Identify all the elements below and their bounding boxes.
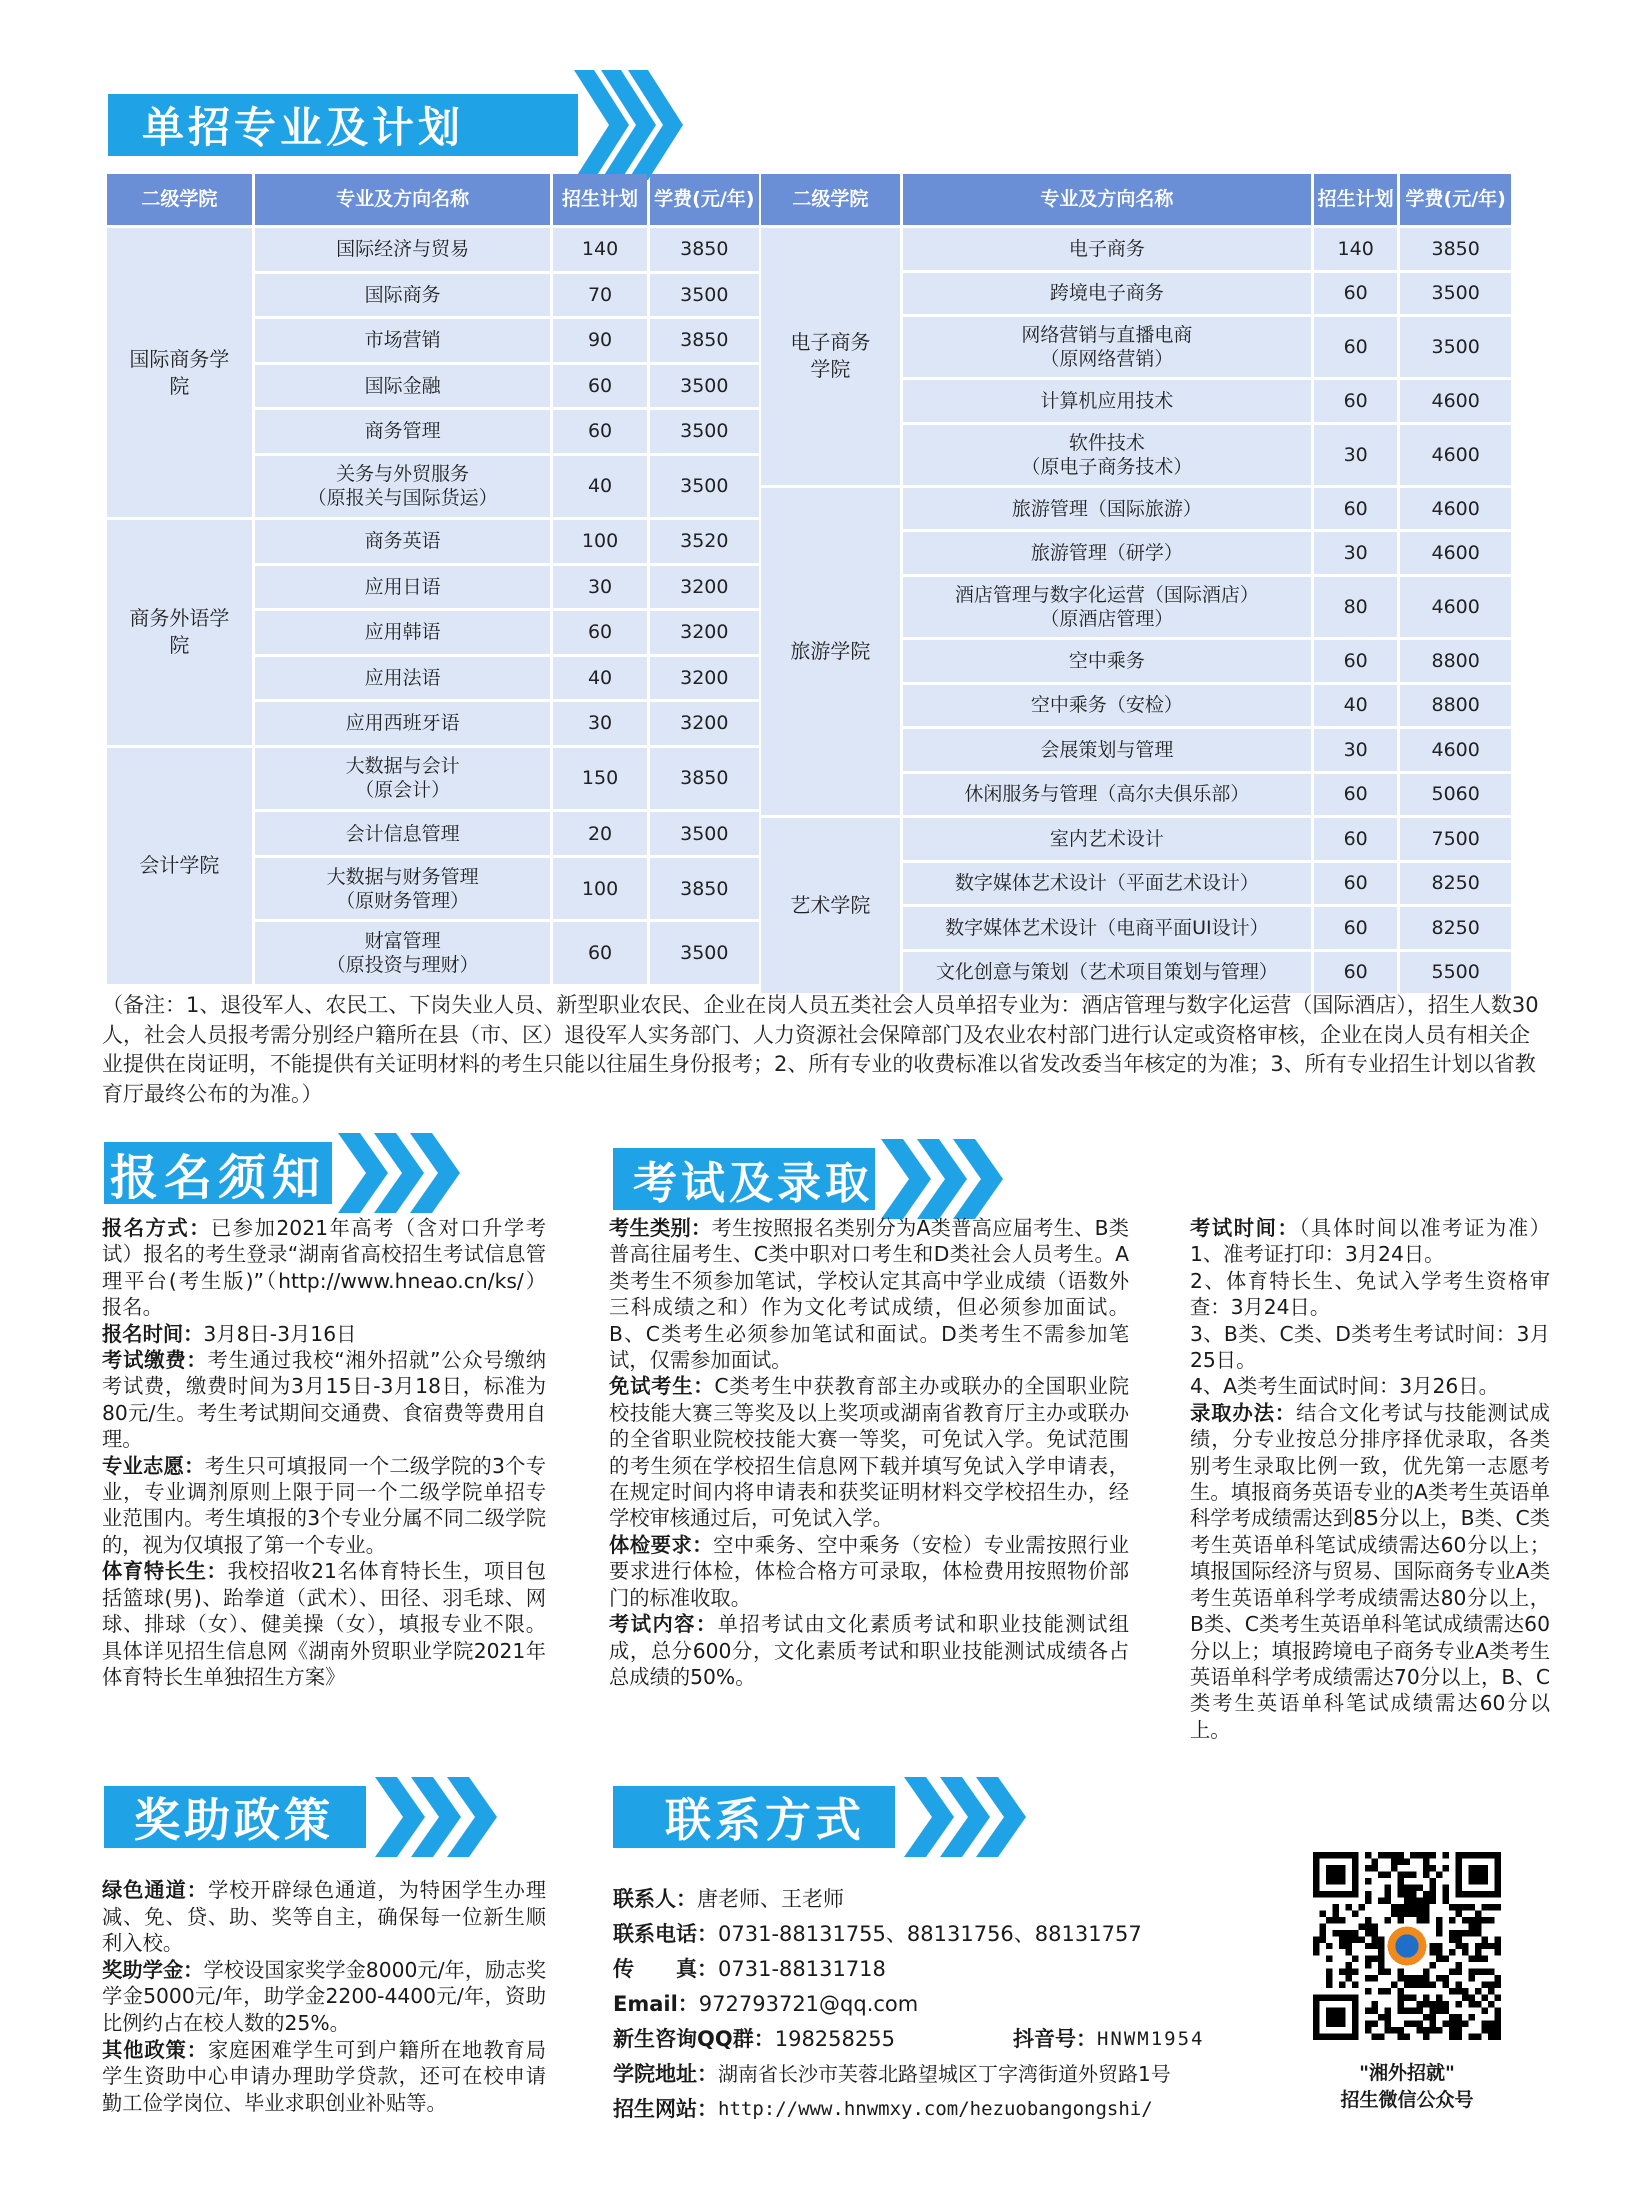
wechat-qr-code <box>1313 1852 1501 2040</box>
contact-qq-label: 新生咨询QQ群： <box>613 2027 775 2051</box>
quota-cell: 60 <box>553 410 646 453</box>
quota-cell: 150 <box>553 748 646 810</box>
major-name: 跨境电子商务 <box>1049 282 1164 305</box>
quota-cell: 60 <box>1314 640 1397 682</box>
major-name: 应用西班牙语 <box>345 712 460 735</box>
major-name: 数字媒体艺术设计（平面艺术设计） <box>954 872 1259 895</box>
major-former-name: （原报关与国际货运） <box>307 487 498 510</box>
major-cell <box>255 748 551 810</box>
major-name: 应用韩语 <box>364 621 441 644</box>
remark-note: （备注：1、退役军人、农民工、下岗失业人员、新型职业农民、企业在岗人员五类社会人员单招专业为：酒店管理与数字化运营（国际酒店），招生人数30人，社会人员报考需分别经户籍所在县（市、区）退役军人实务部门、人力资源社会保障部门及农业农村部门进行认定或资格审核，企业在岗人员有相关企业提供在岗证明，不能提供有关证明材料的考生只能以往届生身份报考；2、所有专业的收费标准以省发改委当年核定的为准；3、所有专业招生计划以省教育厅最终公布的为准。） <box>102 993 1539 1106</box>
paragraph <box>1190 1400 1550 1743</box>
th-major: 专业及方向名称 <box>255 174 551 225</box>
banner-signup-title: 报名须知 <box>104 1142 332 1204</box>
quota-cell: 60 <box>553 611 646 654</box>
quota-cell: 60 <box>1314 818 1397 860</box>
college-cell: 艺术学院 <box>761 818 900 993</box>
major-cell <box>255 702 551 745</box>
fee-cell: 3850 <box>650 858 759 920</box>
contact-address-value: 湖南省长沙市芙蓉北路望城区丁字湾街道外贸路1号 <box>718 2062 1171 2086</box>
contact-fax <box>613 1952 1204 1987</box>
major-cell <box>903 685 1311 727</box>
paragraph-text: 单招考试由文化素质考试和职业技能测试组成，总分600分，文化素质考试和职业技能测试成绩各占总成绩的50%。 <box>609 1612 1129 1689</box>
fee-cell: 3200 <box>650 657 759 700</box>
college-cell: 旅游学院 <box>761 488 900 815</box>
fee-cell: 4600 <box>1400 425 1511 485</box>
major-name: 商务管理 <box>364 420 441 443</box>
quota-cell: 20 <box>553 812 646 855</box>
quota-cell: 140 <box>553 228 646 271</box>
major-cell <box>255 365 551 408</box>
major-former-name: （原酒店管理） <box>1040 607 1174 630</box>
fee-cell: 3500 <box>650 812 759 855</box>
major-name: 旅游管理（研学） <box>1030 542 1183 565</box>
major-cell <box>255 812 551 855</box>
paragraph-text: 4、A类考生面试时间：3月26日。 <box>1190 1374 1499 1399</box>
paragraph-label: 考试缴费： <box>102 1348 208 1373</box>
major-name: 空中乘务 <box>1068 649 1145 672</box>
paragraph <box>609 1373 1129 1531</box>
quota-cell: 100 <box>553 520 646 563</box>
major-name: 国际金融 <box>364 374 441 397</box>
contact-phone-label: 联系电话： <box>613 1922 718 1946</box>
fee-cell: 4600 <box>1400 380 1511 422</box>
paragraph-text: 2、体育特长生、免试入学考生资格审查：3月24日。 <box>1190 1268 1550 1320</box>
qr-caption-desc: 招生微信公众号 <box>1340 2089 1474 2111</box>
table-row <box>761 818 1511 860</box>
paragraph <box>102 1558 546 1690</box>
major-name: 会计信息管理 <box>345 822 460 845</box>
major-former-name: （原电子商务技术） <box>1021 455 1193 478</box>
fee-cell: 4600 <box>1400 577 1511 637</box>
major-cell <box>903 818 1311 860</box>
contact-phone-value: 0731-88131755、88131756、88131757 <box>718 1922 1142 1946</box>
fee-cell: 3850 <box>650 748 759 810</box>
paragraph-text: 家庭困难学生可到户籍所在地教育局学生资助中心申请办理助学贷款，还可在校申请勤工俭学岗位、毕业求职创业补贴等。 <box>102 2037 546 2115</box>
quota-cell: 60 <box>1314 863 1397 905</box>
quota-cell: 30 <box>1314 532 1397 574</box>
paragraph-label: 录取办法： <box>1190 1400 1297 1425</box>
th-college: 二级学院 <box>761 174 900 225</box>
banner-signup <box>104 1142 468 1204</box>
major-cell <box>255 922 551 984</box>
quota-cell: 60 <box>1314 273 1397 315</box>
contact-fax-value: 0731-88131718 <box>718 1957 886 1981</box>
major-name: 室内艺术设计 <box>1049 827 1164 850</box>
fee-cell: 3200 <box>650 566 759 609</box>
contact-fax-label: 传 真： <box>613 1957 718 1981</box>
contact-email-label: Email： <box>613 1992 699 2016</box>
major-cell <box>903 380 1311 422</box>
college-cell: 会计学院 <box>107 748 252 984</box>
fee-cell: 5500 <box>1400 952 1511 994</box>
quota-cell: 70 <box>553 274 646 317</box>
contact-website-label: 招生网站： <box>613 2097 718 2121</box>
quota-cell: 30 <box>553 566 646 609</box>
major-name: 电子商务 <box>1068 237 1145 260</box>
fee-cell: 4600 <box>1400 729 1511 771</box>
paragraph <box>102 1877 546 1957</box>
paragraph <box>102 1453 546 1559</box>
table-row <box>761 488 1511 530</box>
major-name: 大数据与会计 <box>345 755 460 778</box>
contact-email <box>613 1987 1204 2022</box>
paragraph <box>1190 1321 1550 1374</box>
paragraph <box>1190 1373 1550 1399</box>
major-cell <box>903 774 1311 816</box>
fee-cell: 3500 <box>650 456 759 518</box>
contact-phone <box>613 1917 1204 1952</box>
fee-cell: 3500 <box>650 274 759 317</box>
major-cell <box>255 228 551 271</box>
paragraph-label: 免试考生： <box>609 1374 715 1399</box>
major-cell <box>903 317 1311 377</box>
paragraph-label: 体育特长生： <box>102 1559 228 1584</box>
major-name: 关务与外贸服务 <box>336 463 470 486</box>
chevron-arrows-icon <box>574 70 684 180</box>
major-cell <box>255 274 551 317</box>
quota-cell: 60 <box>1314 774 1397 816</box>
quota-cell: 90 <box>553 319 646 362</box>
th-college: 二级学院 <box>107 174 252 225</box>
major-name: 应用日语 <box>364 575 441 598</box>
major-cell <box>903 532 1311 574</box>
paragraph-label: 其他政策： <box>102 2037 208 2062</box>
contact-person-value: 唐老师、王老师 <box>697 1887 844 1911</box>
major-cell <box>255 611 551 654</box>
quota-cell: 40 <box>553 657 646 700</box>
major-cell <box>903 425 1311 485</box>
college-cell: 电子商务学院 <box>761 228 900 485</box>
paragraph-label: 体检要求： <box>609 1532 714 1557</box>
major-former-name: （原网络营销） <box>1040 348 1174 371</box>
paragraph-label: 专业志愿： <box>102 1453 205 1478</box>
major-cell <box>255 456 551 518</box>
fee-cell: 8800 <box>1400 640 1511 682</box>
qr-caption <box>1290 2060 1524 2114</box>
major-cell <box>903 729 1311 771</box>
fee-cell: 5060 <box>1400 774 1511 816</box>
major-name: 数字媒体艺术设计（电商平面UI设计） <box>945 916 1269 939</box>
plan-table-right <box>758 171 1514 996</box>
fee-cell: 3850 <box>650 319 759 362</box>
banner-aid <box>104 1786 520 1848</box>
major-former-name: （原财务管理） <box>336 889 470 912</box>
major-name: 大数据与财务管理 <box>326 865 479 888</box>
major-name: 文化创意与策划（艺术项目策划与管理） <box>935 961 1278 984</box>
paragraph-text: 空中乘务、空中乘务（安检）专业需按照行业要求进行体检，体检合格方可录取，体检费用按照物价部门的标准收取。 <box>609 1532 1129 1610</box>
fee-cell: 3500 <box>650 410 759 453</box>
paragraph-text: （具体时间以准考证为准）1、准考证打印：3月24日。 <box>1190 1216 1550 1267</box>
quota-cell: 60 <box>1314 380 1397 422</box>
paragraph-text: 考生按照报名类别分为A类普高应届考生、B类普高往届考生、C类中职对口考生和D类社会人员考生。A类考生不须参加笔试，学校认定其高中学业成绩（语数外三科成绩之和）作为文化考试成绩，但必须参加面试。B、C类考生必须参加笔试和面试。D类考生不需参加笔试，仅需参加面试。 <box>609 1216 1129 1373</box>
paragraph-label: 考生类别： <box>609 1216 712 1240</box>
quota-cell: 30 <box>1314 729 1397 771</box>
paragraph <box>102 1957 546 2037</box>
quota-cell: 30 <box>1314 425 1397 485</box>
major-cell <box>903 577 1311 637</box>
banner-plan <box>108 94 684 156</box>
th-fee: 学费(元/年) <box>1400 174 1511 225</box>
contact-qq <box>613 2022 1204 2057</box>
quota-cell: 60 <box>553 922 646 984</box>
paragraph-label: 奖助学金： <box>102 1957 204 1982</box>
major-name: 国际商务 <box>364 283 441 306</box>
chevron-arrows-icon <box>370 1777 520 1857</box>
fee-cell: 3500 <box>650 922 759 984</box>
quota-cell: 60 <box>1314 952 1397 994</box>
paragraph-text: C类考生中获教育部主办或联办的全国职业院校技能大赛三等奖及以上奖项或湖南省教育厅主办或联办的全省职业院校技能大赛一等奖，可免试入学。免试范围的考生须在学校招生信息网下载并填写免试入学申请表，在规定时间内将申请表和获奖证明材料交学校招生办，经学校审核通过后，可免试入学。 <box>609 1374 1129 1531</box>
contact-website-link[interactable]: http://www.hnwmxy.com/hezuobangongshi/ <box>718 2098 1153 2120</box>
quota-cell: 30 <box>553 702 646 745</box>
major-cell <box>255 410 551 453</box>
chevron-arrows-icon <box>899 1777 1049 1857</box>
paragraph-text: 学校开辟绿色通道，为特困学生办理减、免、贷、助、奖等自主，确保每一位新生顺利入校。 <box>102 1878 546 1956</box>
chevron-arrows-icon <box>881 1139 1021 1219</box>
paragraph <box>1190 1268 1550 1321</box>
th-quota: 招生计划 <box>1314 174 1397 225</box>
paragraph-label: 考试时间： <box>1190 1216 1300 1240</box>
major-name: 网络营销与直播电商 <box>1021 324 1193 347</box>
major-name: 酒店管理与数字化运营（国际酒店） <box>954 583 1259 606</box>
quota-cell: 80 <box>1314 577 1397 637</box>
major-cell <box>255 319 551 362</box>
fee-cell: 8250 <box>1400 907 1511 949</box>
quota-cell: 140 <box>1314 228 1397 270</box>
contact-website <box>613 2092 1204 2127</box>
fee-cell: 4600 <box>1400 532 1511 574</box>
table-row <box>107 748 759 810</box>
major-cell <box>903 273 1311 315</box>
contact-qq-value: 198258255 <box>774 2027 895 2051</box>
paragraph-text: 考生只可填报同一个二级学院的3个专业，专业调剂原则上限于同一个二级学院单招专业范围内。考生填报的3个专业分属不同二级学院的，视为仅填报了第一个专业。 <box>102 1453 546 1557</box>
major-cell <box>255 657 551 700</box>
quota-cell: 40 <box>1314 685 1397 727</box>
quota-cell: 60 <box>1314 317 1397 377</box>
banner-aid-title: 奖助政策 <box>104 1786 366 1848</box>
contact-section <box>613 1882 1204 2127</box>
fee-cell: 7500 <box>1400 818 1511 860</box>
quota-cell: 60 <box>1314 907 1397 949</box>
quota-cell: 60 <box>1314 488 1397 530</box>
fee-cell: 8250 <box>1400 863 1511 905</box>
contact-address <box>613 2057 1204 2092</box>
major-name: 软件技术 <box>1068 431 1145 454</box>
contact-douyin-label: 抖音号： <box>1012 2027 1097 2051</box>
paragraph <box>609 1215 1129 1373</box>
fee-cell: 3500 <box>1400 273 1511 315</box>
fee-cell: 3200 <box>650 611 759 654</box>
major-cell <box>903 863 1311 905</box>
major-cell <box>903 228 1311 270</box>
fee-cell: 3500 <box>650 365 759 408</box>
table-row <box>107 228 759 271</box>
major-former-name: （原会计） <box>355 779 451 802</box>
paragraph-label: 报名方式： <box>102 1216 211 1240</box>
major-name: 应用法语 <box>364 666 441 689</box>
paragraph <box>609 1532 1129 1611</box>
major-cell <box>903 907 1311 949</box>
major-name: 市场营销 <box>364 329 441 352</box>
paragraph-label: 绿色通道： <box>102 1878 208 1902</box>
th-fee: 学费(元/年) <box>650 174 759 225</box>
paragraph-text: 学校设国家奖学金8000元/年，励志奖学金5000元/年，助学金2200-4400元/年，资助比例约占在校人数的25%。 <box>102 1957 546 2035</box>
exam-schedule-section <box>1190 1215 1550 1743</box>
major-cell <box>903 640 1311 682</box>
major-name: 财富管理 <box>364 930 441 953</box>
major-name: 休闲服务与管理（高尔夫俱乐部） <box>964 783 1250 806</box>
major-name: 会展策划与管理 <box>1040 738 1174 761</box>
banner-plan-title: 单招专业及计划 <box>108 94 578 156</box>
quota-cell: 40 <box>553 456 646 518</box>
paragraph <box>102 1347 546 1453</box>
contact-person <box>613 1882 1204 1917</box>
paragraph-label: 考试内容： <box>609 1612 718 1637</box>
paragraph-text: 结合文化考试与技能测试成绩，分专业按总分排序择优录取，各类别考生录取比例一致，优先第一志愿考生。填报商务英语专业的A类考生英语单科学考成绩需达到85分以上，B类、C类考生英语单科笔试成绩需达60分以上；填报国际经济与贸易、国际商务专业A类考生英语单科学考成绩需达80分以上，B类、C类考生英语单科笔试成绩需达60分以上；填报跨境电子商务专业A类考生英语单科学考成绩需达70分以上，B、C类考生英语单科笔试成绩需达60分以上。 <box>1190 1400 1550 1742</box>
major-cell <box>255 520 551 563</box>
major-cell <box>903 952 1311 994</box>
major-cell <box>255 566 551 609</box>
quota-cell: 60 <box>553 365 646 408</box>
college-cell: 商务外语学院 <box>107 520 252 745</box>
exam-section <box>609 1215 1129 1690</box>
college-cell: 国际商务学院 <box>107 228 252 517</box>
fee-cell: 4600 <box>1400 488 1511 530</box>
fee-cell: 3520 <box>650 520 759 563</box>
paragraph <box>1190 1215 1550 1268</box>
major-name: 空中乘务（安检） <box>1030 694 1183 717</box>
major-cell <box>255 858 551 920</box>
paragraph <box>102 1321 546 1347</box>
contact-address-label: 学院地址： <box>613 2062 718 2086</box>
paragraph <box>102 1215 546 1321</box>
fee-cell: 3850 <box>1400 228 1511 270</box>
major-name: 商务英语 <box>364 530 441 553</box>
paragraph <box>609 1611 1129 1690</box>
table-row <box>107 520 759 563</box>
major-former-name: （原投资与理财） <box>326 954 479 977</box>
paragraph <box>102 2037 546 2117</box>
banner-contact-title: 联系方式 <box>613 1786 895 1848</box>
major-name: 国际经济与贸易 <box>336 238 470 261</box>
quota-cell: 100 <box>553 858 646 920</box>
paragraph-label: 报名时间： <box>102 1321 204 1346</box>
paragraph-text: 已参加2021年高考（含对口升学考试）报名的考生登录“湖南省高校招生考试信息管理平台(考生版)”（http://www.hneao.cn/ks/） 报名。 <box>102 1216 546 1320</box>
fee-cell: 3500 <box>1400 317 1511 377</box>
major-cell <box>903 488 1311 530</box>
chevron-arrows-icon <box>338 1133 468 1213</box>
paragraph-text: 考生通过我校“湘外招就”公众号缴纳考试费，缴费时间为3月15日-3月18日，标准为80元/生。考生考试期间交通费、食宿费等费用自理。 <box>102 1348 546 1452</box>
fee-cell: 3200 <box>650 702 759 745</box>
paragraph-text: 3、B类、C类、D类考生考试时间：3月25日。 <box>1190 1321 1550 1373</box>
major-name: 计算机应用技术 <box>1040 389 1174 412</box>
contact-douyin-value: HNWM1954 <box>1096 2028 1205 2050</box>
banner-contact <box>613 1786 1049 1848</box>
contact-person-label: 联系人： <box>613 1887 697 1911</box>
aid-section <box>102 1877 546 2116</box>
table-row <box>761 228 1511 270</box>
contact-email-value[interactable]: 972793721@qq.com <box>698 1992 919 2016</box>
th-quota: 招生计划 <box>553 174 646 225</box>
signup-section <box>102 1215 546 1690</box>
fee-cell: 3850 <box>650 228 759 271</box>
banner-exam-title: 考试及录取 <box>613 1148 875 1210</box>
paragraph-text: 我校招收21名体育特长生，项目包括篮球(男)、跆拳道（武术）、田径、羽毛球、网球、排球（女）、健美操（女），填报专业不限。具体详见招生信息网《湖南外贸职业学院2021年体育特长生单独招生方案》 <box>102 1559 546 1689</box>
plan-table-left <box>104 171 762 987</box>
banner-exam <box>613 1148 1021 1210</box>
paragraph-text: 3月8日-3月16日 <box>203 1321 357 1346</box>
major-name: 旅游管理（国际旅游） <box>1011 497 1202 520</box>
qr-caption-account: "湘外招就" <box>1359 2062 1455 2084</box>
fee-cell: 8800 <box>1400 685 1511 727</box>
th-major: 专业及方向名称 <box>903 174 1311 225</box>
